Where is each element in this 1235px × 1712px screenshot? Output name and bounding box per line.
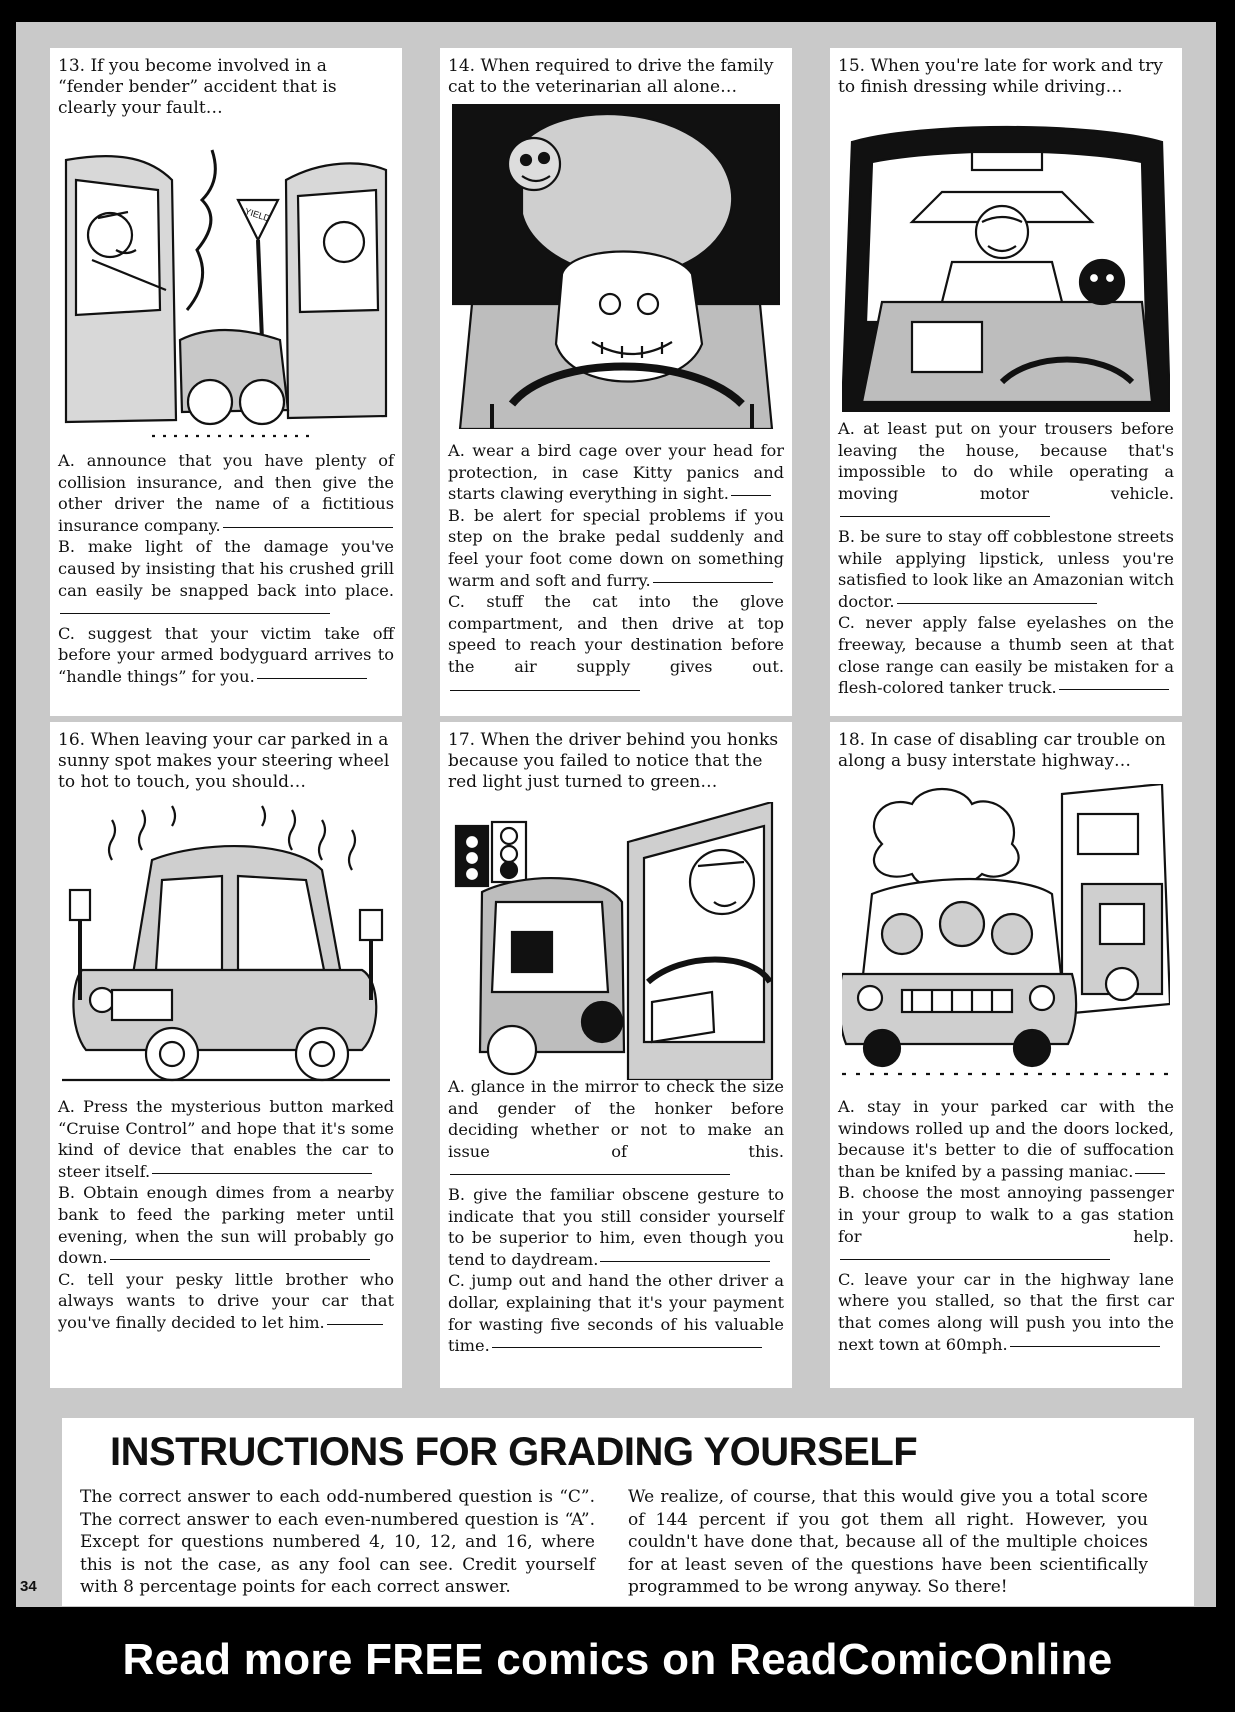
illustration-honking-driver <box>452 802 780 1080</box>
answer-blank <box>60 612 330 614</box>
yield-sign-text: YIELD <box>243 206 272 224</box>
answer-17b: B. give the familiar obscene gesture to indicate that you still consider yourself to be superior to him, even though you tend to daydream. <box>448 1184 784 1269</box>
answer-blank <box>840 515 1050 517</box>
grading-title: INSTRUCTIONS FOR GRADING YOURSELF <box>110 1430 918 1474</box>
answers-14 <box>448 440 784 699</box>
illustration-hot-parked-car <box>62 800 390 1088</box>
answer-15a: A. at least put on your trousers before leaving the house, because that's impossible to do while operating a moving motor vehicle. <box>838 418 1174 526</box>
answer-16a: A. Press the mysterious button marked “Cruise Control” and hope that it's some kind of device that enables the car to steer itself. <box>58 1097 394 1181</box>
quiz-panel-17 <box>440 722 792 1388</box>
answer-17c: C. jump out and hand the other driver a dollar, explaining that it's your payment for wasting five seconds of his valuable time. <box>448 1271 784 1356</box>
answer-blank <box>1135 1172 1165 1174</box>
answer-blank <box>450 689 640 691</box>
quiz-panel-13 <box>50 48 402 716</box>
answer-blank <box>327 1323 383 1325</box>
answers-15 <box>838 418 1174 699</box>
answer-13c: C. suggest that your victim take off before your armed bodyguard arrives to “handle things” for you. <box>58 623 394 686</box>
quiz-panel-18 <box>830 722 1182 1388</box>
answer-16c: C. tell your pesky little brother who always wants to drive your car that you've finally decided to let him. <box>58 1269 394 1332</box>
question-17: 17. When the driver behind you honks because you failed to notice that the red light just turned to green… <box>448 730 779 792</box>
illustration-dressing-while-driving <box>842 122 1170 412</box>
answer-blank <box>653 581 773 583</box>
answer-blank <box>450 1173 730 1175</box>
answer-18c: C. leave your car in the highway lane where you stalled, so that the first car that comes along will push you into the next town at 60mph. <box>838 1269 1174 1354</box>
answer-blank <box>600 1260 770 1262</box>
answer-blank <box>1059 688 1169 690</box>
question-16: 16. When leaving your car parked in a sunny spot makes your steering wheel to hot to touch, you should… <box>58 730 390 792</box>
answer-15c: C. never apply false eyelashes on the freeway, because a thumb seen at that close range can easily be mistaken for a flesh-colored tanker truck. <box>838 613 1174 698</box>
answer-blank <box>731 494 771 496</box>
answer-blank <box>223 526 393 528</box>
answer-18a: A. stay in your parked car with the windows rolled up and the doors locked, because it's better to die of suffocation than be knifed by a passing maniac. <box>838 1097 1174 1181</box>
answer-blank <box>492 1346 762 1348</box>
answer-14c: C. stuff the cat into the glove compartment, and then drive at top speed to reach your destination before the air supply gives out. <box>448 591 784 699</box>
answer-16b: B. Obtain enough dimes from a nearby bank to feed the parking meter until evening, when the sun will probably go down. <box>58 1183 394 1268</box>
magazine-page <box>16 22 1216 1607</box>
answers-17 <box>448 1076 784 1357</box>
quiz-panel-15 <box>830 48 1182 716</box>
page-number: 34 <box>20 1578 37 1595</box>
promo-footer-banner: Read more FREE comics on ReadComicOnline <box>0 1607 1235 1712</box>
answer-blank <box>110 1258 370 1260</box>
answer-blank <box>897 602 1097 604</box>
answers-18 <box>838 1096 1174 1355</box>
quiz-panel-16 <box>50 722 402 1388</box>
grading-left-column: The correct answer to each odd-numbered question is “C”. The correct answer to each even-numbered question is “A”. Except for questions numbered 4, 10, 12, and 16, where this is not the case, as any fool can see. Credit yourself with 8 percentage points for each correct answer. <box>80 1487 595 1597</box>
answer-15b: B. be sure to stay off cobblestone streets while applying lipstick, unless you're satisfied to look like an Amazonian witch doctor. <box>838 526 1174 611</box>
answer-18b: B. choose the most annoying passenger in your group to walk to a gas station for help. <box>838 1182 1174 1268</box>
answer-14b: B. be alert for special problems if you step on the brake pedal suddenly and feel your foot come down on something warm and soft and furry. <box>448 505 784 590</box>
question-13: 13. If you become involved in a “fender bender” accident that is clearly your fault… <box>58 56 337 118</box>
answer-17a: A. glance in the mirror to check the size and gender of the honker before deciding whether or not to make an issue of this. <box>448 1076 784 1184</box>
answer-blank <box>152 1172 372 1174</box>
answers-13 <box>58 450 394 688</box>
answer-blank <box>257 677 367 679</box>
answers-16 <box>58 1096 394 1334</box>
answer-blank <box>840 1258 1110 1260</box>
question-15: 15. When you're late for work and try to finish dressing while driving… <box>838 56 1163 97</box>
answer-14a: A. wear a bird cage over your head for protection, in case Kitty panics and starts clawing everything in sight. <box>448 441 784 504</box>
quiz-panel-14 <box>440 48 792 716</box>
grading-right-column: We realize, of course, that this would give you a total score of 144 percent if you got them all right. However, you couldn't have done that, because all of the multiple choices for at least seven of the questions have been scientifically programmed to be wrong anyway. So there! <box>628 1487 1148 1597</box>
illustration-cat-on-head <box>452 104 780 429</box>
answer-13b: B. make light of the damage you've caused by insisting that his crushed grill can easily be snapped back into place. <box>58 536 394 622</box>
illustration-stalled-on-highway <box>842 784 1170 1080</box>
illustration-fender-bender <box>62 140 390 442</box>
answer-blank <box>1010 1345 1160 1347</box>
question-18: 18. In case of disabling car trouble on along a busy interstate highway… <box>838 730 1166 771</box>
question-14: 14. When required to drive the family cat to the veterinarian all alone… <box>448 56 774 97</box>
answer-13a: A. announce that you have plenty of collision insurance, and then give the other driver the name of a fictitious insurance company. <box>58 451 394 535</box>
grading-instructions <box>62 1418 1194 1606</box>
